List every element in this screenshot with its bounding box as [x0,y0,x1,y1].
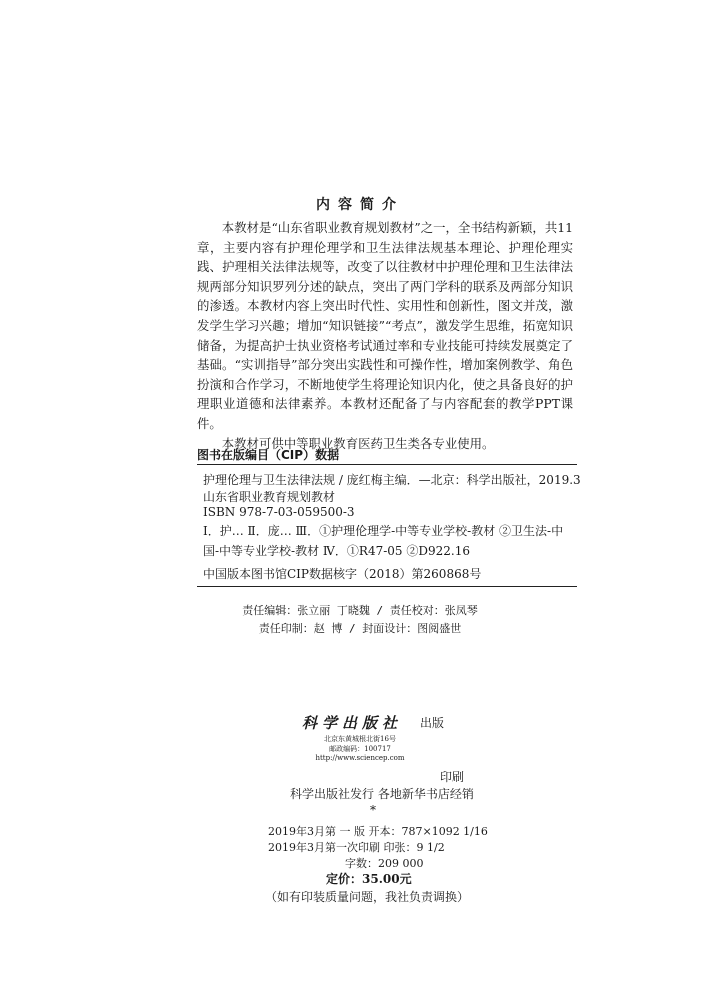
word-count: 字数：209 000 [345,857,424,870]
summary-paragraph: 本教材可供中等职业教育医药卫生类各专业使用。 [221,435,495,451]
cip-isbn: ISBN 978-7-03-059500-3 [203,505,355,519]
edition-line: 2019年3月第 一 版 开本：787×1092 1/16 [268,825,488,838]
separator-star: * [370,803,376,817]
publisher-postcode: 邮政编码：100717 [329,745,391,753]
publisher-logo: 科学出版社 [302,714,403,732]
price: 定价：35.00元 [326,872,412,886]
distribution-line: 科学出版社发行 各地新华书店经销 [290,787,474,801]
cip-verify: 中国版本图书馆CIP数据核字（2018）第260868号 [203,567,482,581]
cip-series-line: 山东省职业教育规划教材 [203,490,336,504]
staff-credits-line-2: 责任印制：赵 博 / 封面设计：图阅盛世 [258,622,462,635]
summary-title: 内容简介 [316,197,404,213]
publisher-suffix: 出版 [420,716,445,730]
printing-line: 2019年3月第一次印刷 印张：9 1/2 [268,841,445,854]
cip-catalog: Ⅰ．护… Ⅱ．庞… Ⅲ．①护理伦理学-中等专业学校-教材 ②卫生法-中国-中等专业学校-教材 Ⅳ．①R47-05 ②D922.16 [203,524,564,558]
printer-line: 印刷 [440,770,465,784]
quality-note: （如有印装质量问题，我社负责调换） [265,890,470,904]
publisher-url: http://www.sciencep.com [315,754,405,762]
summary-paragraph: 本教材是“山东省职业教育规划教材”之一，全书结构新颖，共11章，主要内容有护理伦理学和卫生法律法规基本理论、护理伦理实践、护理相关法律法规等，改变了以往教材中护理伦理和卫生法律法规两部分知识罗列分述的缺点，突出了两门学科的联系及两部分知识的渗透。本教材内容上突出时代性、实用性和创新性，图文并茂，激发学生学习兴趣；增加“知识链接”“考点”，激发学生思维，拓宽知识储备，为提高护士执业资格考试通过率和专业技能可持续发展奠定了基础。“实训指导”部分突出实践性和可操作性，增加案例教学、角色扮演和合作学习，不断地使学生将理论知识内化，使之具备良好的护理职业道德和法律素养。本教材还配备了与内容配套的教学PPT课件。 [197,220,573,431]
cip-title-line: 护理伦理与卫生法律法规 / 庞红梅主编．—北京：科学出版社，2019.3 [203,473,581,487]
cip-block [197,464,581,587]
cip-heading: 图书在版编目（CIP）数据 [197,448,340,462]
staff-credits-line-1: 责任编辑：张立丽 丁晓魏 / 责任校对：张凤琴 [242,604,478,617]
publisher-address: 北京东黄城根北街16号 [324,735,396,743]
summary-body [197,218,573,453]
